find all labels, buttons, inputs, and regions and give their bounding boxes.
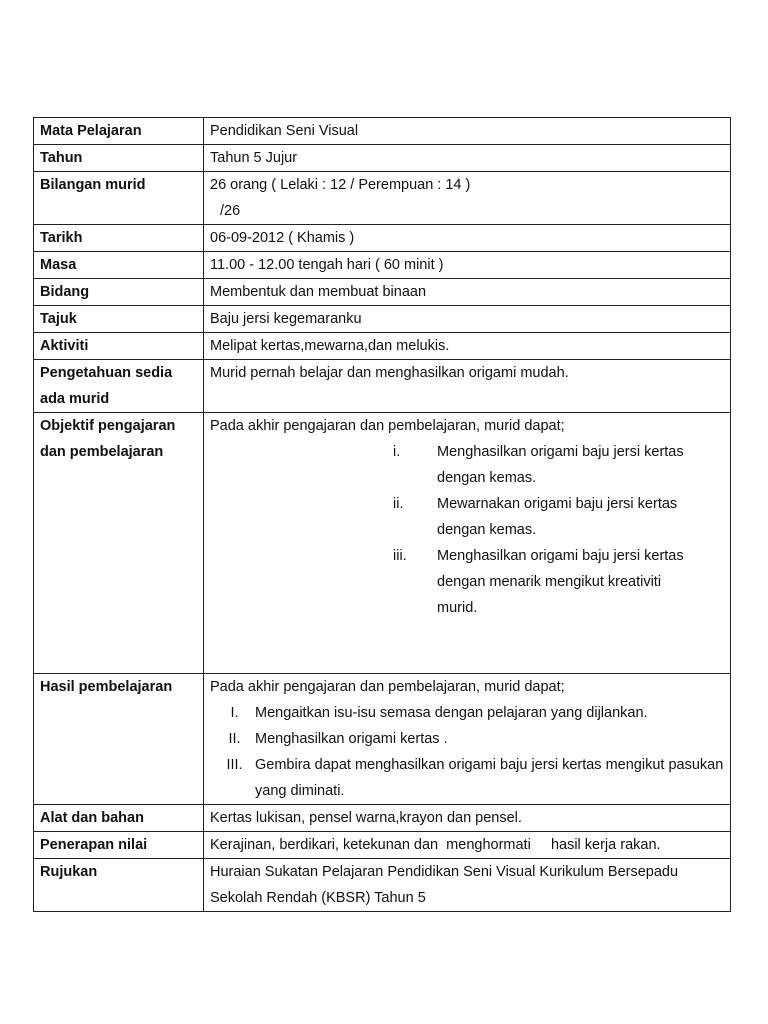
pupils-attendance: /26 (220, 203, 241, 219)
objective-text: Mewarnakan origami baju jersi kertas dengan kemas. (437, 496, 678, 538)
pupils-value-cell (204, 172, 731, 225)
list-item (210, 543, 724, 621)
row-values (34, 832, 731, 859)
row-prior-knowledge (34, 360, 731, 413)
field-value: Membentuk dan membuat binaan (204, 279, 731, 306)
objective-text: Menghasilkan origami baju jersi kertas dengan kemas. (437, 444, 684, 486)
outcome-numeral: II. (228, 731, 241, 747)
subject-value: Pendidikan Seni Visual (204, 118, 731, 145)
objectives-value-cell (204, 413, 731, 674)
outcomes-list (210, 700, 724, 804)
pupils-value: 26 orang ( Lelaki : 12 / Perempuan : 14 ) (210, 177, 471, 193)
values-value: Kerajinan, berdikari, ketekunan dan menghormati hasil kerja rakan. (204, 832, 731, 859)
objectives-list (210, 439, 724, 621)
year-label: Tahun (34, 145, 204, 172)
activity-label: Aktiviti (34, 333, 204, 360)
subject-label: Mata Pelajaran (34, 118, 204, 145)
row-reference (34, 859, 731, 912)
materials-label: Alat dan bahan (34, 805, 204, 832)
objective-text: Menghasilkan origami baju jersi kertas dengan menarik mengikut kreativiti murid. (437, 548, 684, 616)
row-year (34, 145, 731, 172)
prior-knowledge-value: Murid pernah belajar dan menghasilkan origami mudah. (204, 360, 731, 413)
date-label: Tarikh (34, 225, 204, 252)
outcomes-label: Hasil pembelajaran (34, 674, 204, 805)
row-objectives (34, 413, 731, 674)
objectives-label-line1: Objektif pengajaran (40, 418, 176, 434)
outcome-text: Mengaitkan isu-isu semasa dengan pelajaran yang dijlankan. (255, 705, 648, 721)
objective-numeral: i. (393, 444, 401, 460)
outcome-text: Gembira dapat menghasilkan origami baju jersi kertas mengikut pasukan yang diminati. (255, 757, 724, 799)
outcome-numeral: I. (230, 705, 239, 721)
topic-label: Tajuk (34, 306, 204, 333)
objective-numeral: ii. (393, 496, 404, 512)
list-item (210, 700, 724, 726)
list-item (210, 752, 724, 804)
row-pupils (34, 172, 731, 225)
list-item (210, 726, 724, 752)
list-item (210, 491, 724, 543)
row-topic (34, 306, 731, 333)
date-value: 06-09-2012 ( Khamis ) (204, 225, 731, 252)
row-materials (34, 805, 731, 832)
reference-value: Huraian Sukatan Pelajaran Pendidikan Seni Visual Kurikulum Bersepadu Sekolah Rendah (KBSR) Tahun 5 (204, 859, 731, 912)
row-field (34, 279, 731, 306)
row-subject (34, 118, 731, 145)
objectives-label-line2: dan pembelajaran (40, 444, 164, 460)
activity-value: Melipat kertas,mewarna,dan melukis. (204, 333, 731, 360)
lesson-plan-table (33, 117, 731, 912)
objective-numeral: iii. (393, 548, 407, 564)
time-label: Masa (34, 252, 204, 279)
year-value: Tahun 5 Jujur (204, 145, 731, 172)
row-activity (34, 333, 731, 360)
row-time (34, 252, 731, 279)
outcome-numeral: III. (226, 757, 243, 773)
topic-value: Baju jersi kegemaranku (204, 306, 731, 333)
outcomes-intro: Pada akhir pengajaran dan pembelajaran, murid dapat; (210, 679, 565, 695)
field-label: Bidang (34, 279, 204, 306)
objectives-intro: Pada akhir pengajaran dan pembelajaran, murid dapat; (210, 418, 565, 434)
objectives-blank-space (210, 621, 724, 673)
list-item (210, 439, 724, 491)
objectives-label-cell (34, 413, 204, 674)
prior-knowledge-label-line2: ada murid (40, 391, 110, 407)
time-value: 11.00 - 12.00 tengah hari ( 60 minit ) (204, 252, 731, 279)
prior-knowledge-label-line1: Pengetahuan sedia (40, 365, 173, 381)
outcome-text: Menghasilkan origami kertas . (255, 731, 448, 747)
row-outcomes (34, 674, 731, 805)
pupils-label: Bilangan murid (34, 172, 204, 225)
prior-knowledge-label-cell (34, 360, 204, 413)
outcomes-value-cell (204, 674, 731, 805)
materials-value: Kertas lukisan, pensel warna,krayon dan pensel. (204, 805, 731, 832)
reference-label: Rujukan (34, 859, 204, 912)
values-label: Penerapan nilai (34, 832, 204, 859)
row-date (34, 225, 731, 252)
